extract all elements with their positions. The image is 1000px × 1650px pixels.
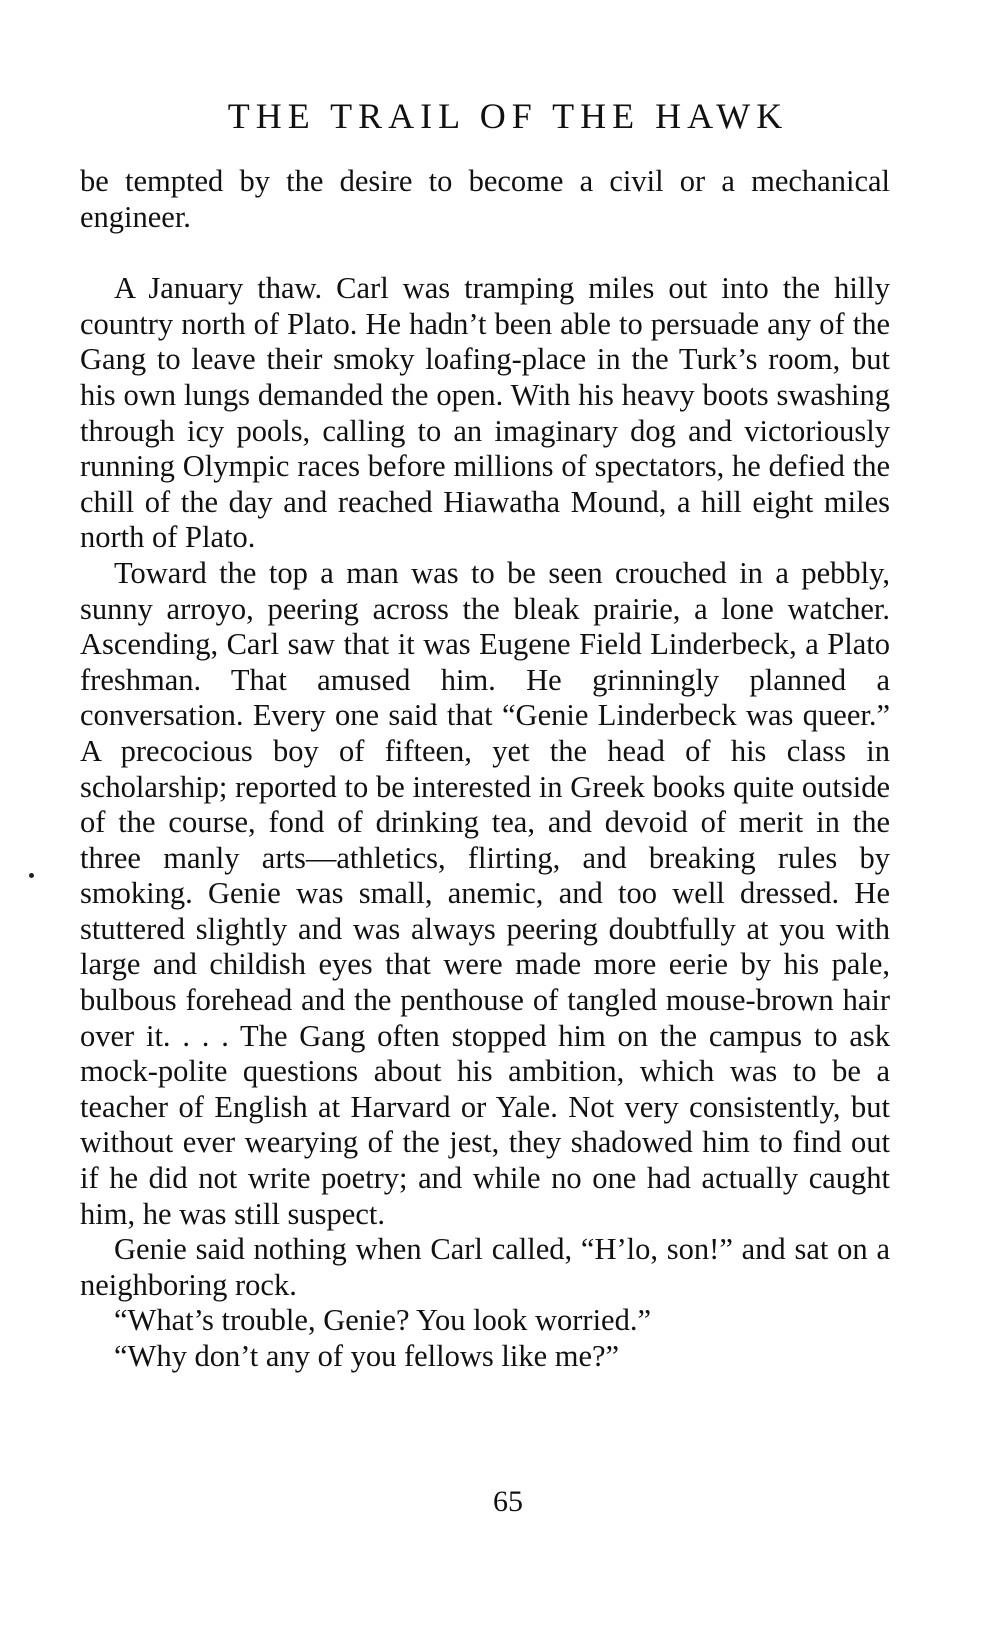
paragraph: A January thaw. Carl was tramping miles out into the hilly country north of Plato. He hadn’t been able to persuade any of the Gang to leave their smoky loafing-place in the Turk’s room, but his own lungs demanded the open. With his heavy boots swashing through icy pools, calling to an imaginary dog and victoriously running Olympic races before millions of spectators, he defied the chill of the day and reached Hiawatha Mound, a hill eight miles north of Plato. [80, 271, 890, 555]
margin-ink-dot [29, 873, 34, 878]
paragraph: Toward the top a man was to be seen crouched in a pebbly, sunny arroyo, peering across the bleak prairie, a lone watcher. Ascending, Carl saw that it was Eugene Field Linderbeck, a Plato freshman. That amused him. He grinningly planned a conversation. Every one said that “Genie Linderbeck was queer.” A precocious boy of fifteen, yet the head of his class in scholarship; reported to be interested in Greek books quite outside of the course, fond of drinking tea, and devoid of merit in the three manly arts—athletics, flirting, and breaking rules by smoking. Genie was small, anemic, and too well dressed. He stuttered slightly and was always peering doubtfully at you with large and childish eyes that were made more eerie by his pale, bulbous forehead and the penthouse of tangled mouse-brown hair over it. . . . The Gang often stopped him on the campus to ask mock-polite questions about his ambition, which was to be a teacher of English at Harvard or Yale. Not very consistently, but without ever wearying of the jest, they shadowed him to find out if he did not write poetry; and while no one had actually caught him, he was still suspect. [80, 555, 890, 1231]
dialogue-line: “What’s trouble, Genie? You look worried.” [114, 1303, 652, 1338]
page-number: 65 [493, 1485, 523, 1518]
paragraph-continued: be tempted by the desire to become a civil or a mechanical engineer. [80, 164, 890, 234]
running-head-title: THE TRAIL OF THE HAWK [227, 96, 789, 136]
dialogue-line: “Why don’t any of you fellows like me?” [114, 1339, 620, 1373]
paragraph: Genie said nothing when Carl called, “H’lo, son!” and sat on a neighboring rock. [80, 1232, 890, 1302]
section-break [80, 235, 890, 271]
body-text [80, 164, 890, 1375]
